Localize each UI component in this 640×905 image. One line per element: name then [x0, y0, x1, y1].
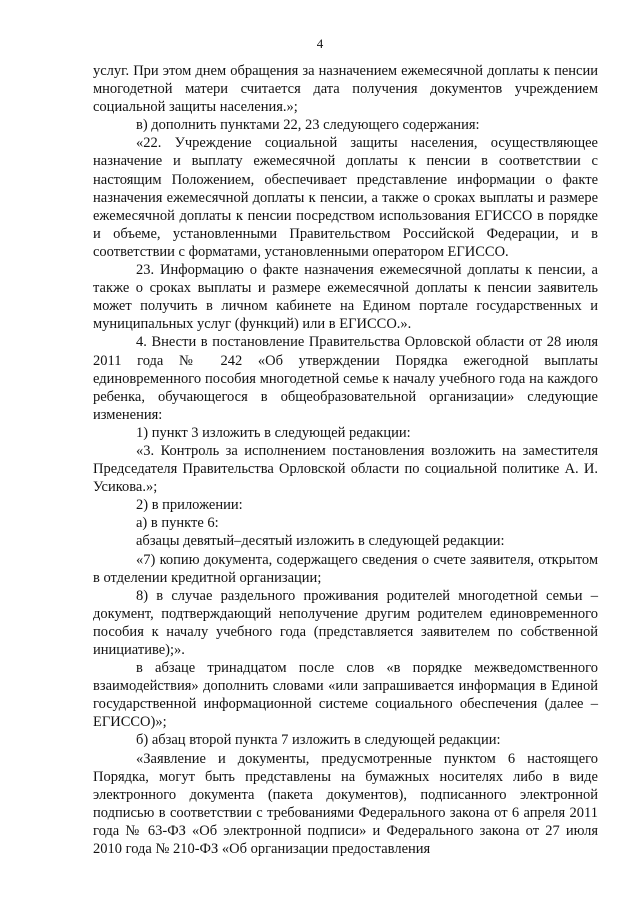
paragraph: «3. Контроль за исполнением постановления возложить на заместителя Председателя Правительства Орловской области по социальной политике А. И. Усикова.»;: [93, 442, 598, 496]
paragraph: 4. Внести в постановление Правительства Орловской области от 28 июля 2011 года № 242 «Об утверждении Порядка ежегодной выплаты единовременного пособия многодетной семье к началу учебного года на каждого ребенка, обучающегося в общеобразовательной организации» следующие изменения:: [93, 334, 598, 423]
paragraph: «Заявление и документы, предусмотренные пунктом 6 настоящего Порядка, могут быть представлены на бумажных носителях либо в виде электронного документа (пакета документов), подписанного электронной подписью в соответствии с требованиями Федерального закона от 6 апреля 2011 года № 63-ФЗ «Об электронной подписи» и Федерального закона от 27 июля 2010 года № 210-ФЗ «Об организации предоставления: [93, 750, 598, 858]
paragraph: 23. Информацию о факте назначения ежемесячной доплаты к пенсии, а также о сроках выплаты и размере ежемесячной доплаты к пенсии заявитель может получить в личном кабинете на Едином портале государственных и муниципальных услуг (функций) или в ЕГИССО.».: [93, 262, 598, 333]
document-body: [93, 62, 598, 858]
paragraph: в) дополнить пунктами 22, 23 следующего содержания:: [136, 117, 480, 134]
paragraph: абзацы девятый–десятый изложить в следующей редакции:: [136, 533, 505, 550]
paragraph: в абзаце тринадцатом после слов «в порядке межведомственного взаимодействия» дополнить словами «или запрашивается информация в Единой государственной информационной системе социального обеспечения (далее – ЕГИССО)»;: [93, 660, 598, 731]
paragraph: услуг. При этом днем обращения за назначением ежемесячной доплаты к пенсии многодетной матери считается дата получения документов учреждением социальной защиты населения.»;: [93, 63, 598, 116]
paragraph: б) абзац второй пункта 7 изложить в следующей редакции:: [136, 732, 501, 749]
paragraph: 2) в приложении:: [136, 497, 243, 514]
paragraph: 1) пункт 3 изложить в следующей редакции:: [136, 424, 411, 441]
paragraph: «22. Учреждение социальной защиты населения, осуществляющее назначение и выплату ежемесячной доплаты к пенсии в соответствии с настоящим Положением, обеспечивает представление информации о факте назначения ежемесячной доплаты к пенсии, а также о сроках выплаты и размере ежемесячной доплаты к пенсии посредством использования ЕГИССО в порядке и объеме, установленными Правительством Российской Федерации, и в соответствии с форматами, установленными оператором ЕГИССО.: [93, 135, 598, 260]
paragraph: а) в пункте 6:: [136, 515, 219, 532]
paragraph: «7) копию документа, содержащего сведения о счете заявителя, открытом в отделении кредитной организации;: [93, 551, 598, 586]
page-number: 4: [316, 36, 324, 51]
paragraph: 8) в случае раздельного проживания родителей многодетной семьи – документ, подтверждающий неполучение другим родителем единовременного пособия к началу учебного года (представляется заявителем по собственной инициативе);».: [93, 587, 598, 658]
